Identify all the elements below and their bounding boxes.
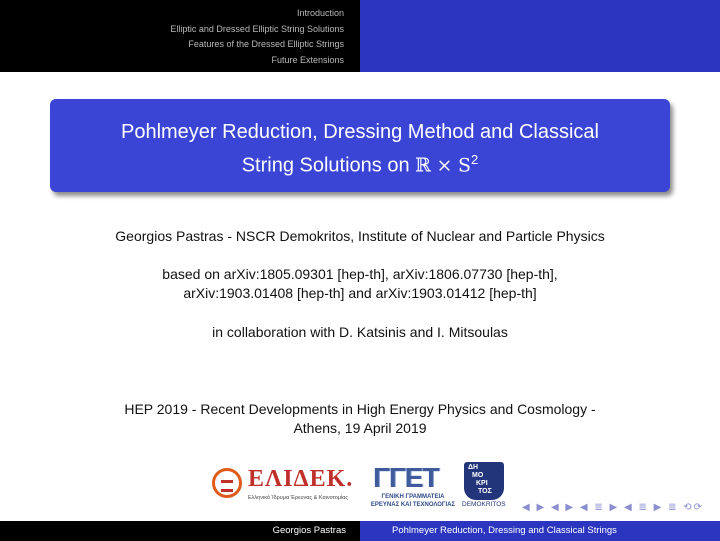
footer-bar bbox=[0, 521, 720, 541]
elidek-emblem-icon bbox=[212, 468, 242, 498]
demokritos-letters-1: ΔΗ bbox=[468, 464, 479, 471]
header-bar-right bbox=[360, 0, 720, 72]
footer-author: Georgios Pastras bbox=[0, 521, 360, 541]
gget-line-1: ΓΕΝΙΚΗ ΓΡΑΜΜΑΤΕΙΑ bbox=[381, 494, 445, 500]
gget-logo bbox=[368, 462, 458, 508]
based-on-line-2: arXiv:1903.01408 [hep-th] and arXiv:1903.01412 [hep-th] bbox=[183, 285, 537, 301]
demokritos-letters-3: ΚΡΙ bbox=[476, 480, 488, 487]
collaboration-line: in collaboration with D. Katsinis and I. Mitsoulas bbox=[212, 324, 508, 340]
event-line-1: HEP 2019 - Recent Developments in High Energy Physics and Cosmology - bbox=[124, 401, 596, 417]
title-box bbox=[50, 99, 670, 192]
demokritos-logo bbox=[462, 462, 514, 510]
author-line: Georgios Pastras - NSCR Demokritos, Institute of Nuclear and Particle Physics bbox=[115, 228, 605, 244]
slide-title bbox=[50, 99, 670, 180]
event-line-2: Athens, 19 April 2019 bbox=[293, 420, 427, 436]
title-math-r: ℝ bbox=[415, 154, 431, 177]
demokritos-letters-4: ΤΟΣ bbox=[478, 488, 492, 495]
nav-item-future-extensions[interactable]: Future Extensions bbox=[271, 54, 344, 65]
title-line-2: String Solutions on bbox=[241, 154, 410, 177]
elidek-logo bbox=[210, 460, 365, 510]
elidek-subtitle: Ελληνικό Ίδρυμα Έρευνας & Καινοτομίας bbox=[248, 495, 348, 501]
footer-short-title: Pohlmeyer Reduction, Dressing and Classical Strings bbox=[360, 521, 720, 541]
title-math-exponent: 2 bbox=[471, 152, 479, 167]
based-on-line-1: based on arXiv:1805.09301 [hep-th], arXiv:1806.07730 [hep-th], bbox=[162, 266, 558, 282]
demokritos-emblem-icon bbox=[464, 462, 504, 500]
nav-item-features[interactable]: Features of the Dressed Elliptic Strings bbox=[188, 39, 344, 49]
header-bar bbox=[0, 0, 720, 72]
title-line-1: Pohlmeyer Reduction, Dressing Method and Classical bbox=[120, 121, 599, 143]
demokritos-label: DEMOKRITOS bbox=[462, 501, 506, 508]
section-nav bbox=[170, 6, 344, 68]
gget-letters: ΓΓΕΤ bbox=[373, 462, 439, 493]
nav-item-introduction[interactable]: Introduction bbox=[296, 8, 344, 18]
title-math-s: S bbox=[458, 154, 472, 177]
elidek-wordmark: ΕΛΙΔΕΚ. bbox=[248, 466, 354, 492]
beamer-navigation-icons[interactable]: ◀ ▶ ◀ ▶ ◀ ≣ ▶ ◀ ≣ ▶ ≣ ⟲⟳ bbox=[522, 502, 704, 513]
gget-line-2: ΕΡΕΥΝΑΣ ΚΑΙ ΤΕΧΝΟΛΟΓΙΑΣ bbox=[370, 502, 456, 508]
nav-item-elliptic-solutions[interactable]: Elliptic and Dressed Elliptic String Solutions bbox=[170, 23, 344, 34]
demokritos-letters-2: ΜΟ bbox=[472, 472, 484, 479]
title-math-times: × bbox=[436, 154, 453, 177]
